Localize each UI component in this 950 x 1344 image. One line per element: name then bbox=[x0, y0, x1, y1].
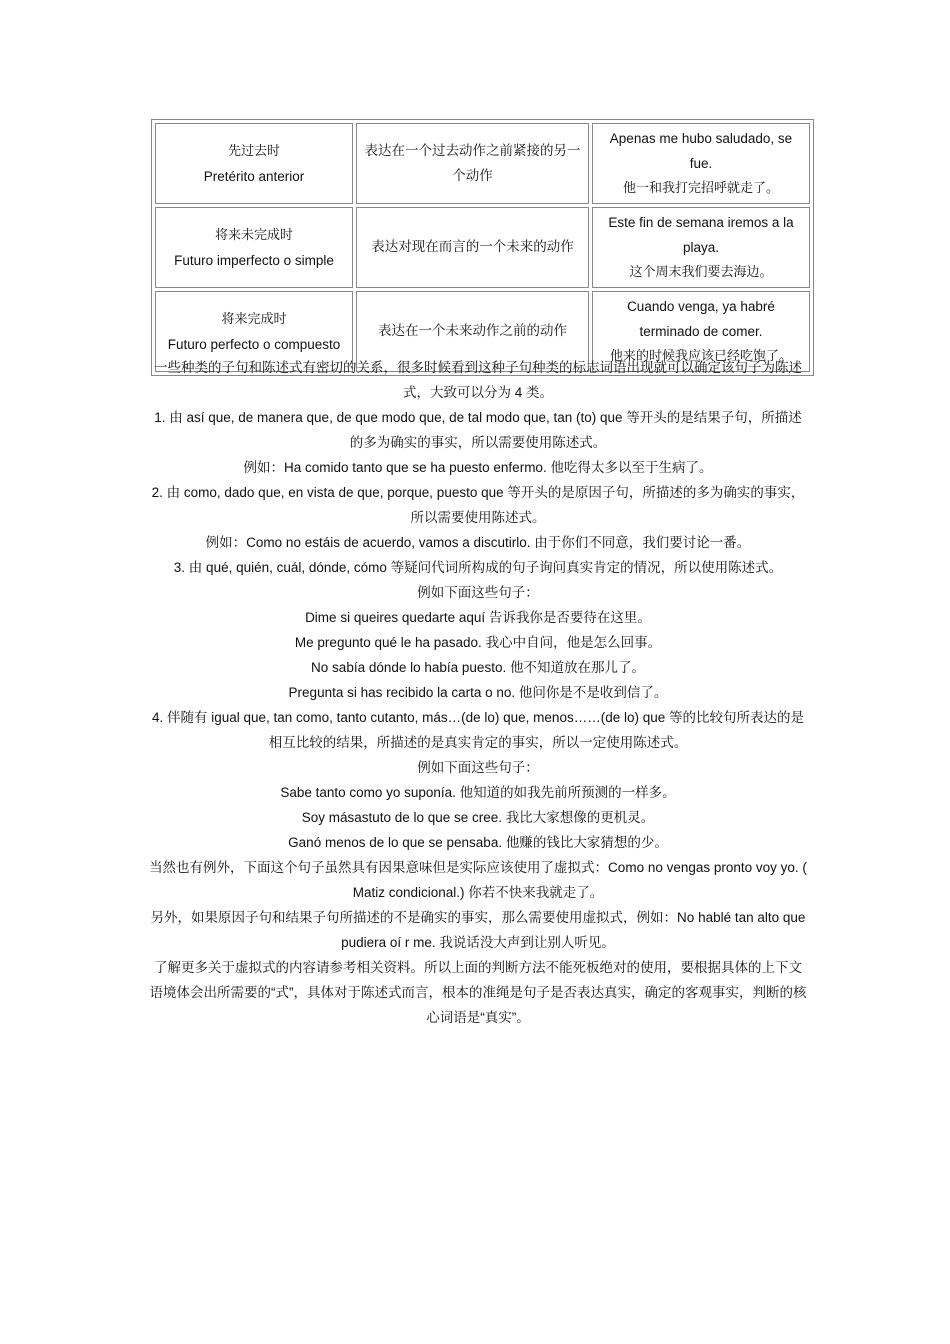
example-cn: 他一和我打完招呼就走了。 bbox=[622, 181, 779, 196]
tense-name-cell bbox=[155, 207, 353, 288]
tense-description: 表达在一个未来动作之前的动作 bbox=[356, 291, 589, 372]
rule-3-paragraph: 3. 由 qué, quién, cuál, dónde, cómo 等疑问代词所构成的句子询问真实肯定的情况，所以使用陈述式。 bbox=[173, 560, 783, 575]
tense-name-cn: 将来未完成时 bbox=[214, 227, 293, 243]
example-sentence: Ganó menos de lo que se pensaba. 他赚的钱比大家猜想的少。 bbox=[288, 835, 668, 850]
example-sentence: Soy másastuto de lo que se cree. 我比大家想像的更机灵。 bbox=[301, 810, 655, 825]
tense-name-cn: 先过去时 bbox=[227, 143, 280, 159]
example-cn: 他来的时候我应该已经吃饱了。 bbox=[609, 349, 792, 364]
tense-name-es: Pretérito anterior bbox=[203, 168, 305, 184]
example-sentence: Dime si queires quedarte aquí 告诉我你是否要待在这里。 bbox=[305, 610, 651, 625]
tense-name-cell bbox=[155, 123, 353, 204]
table-row bbox=[155, 123, 810, 204]
example-cn: 这个周末我们要去海边。 bbox=[629, 265, 773, 280]
example-es: Este fin de semana iremos a la playa. bbox=[608, 215, 794, 255]
rule-2-paragraph: 2. 由 como, dado que, en vista de que, porque, puesto que 等开头的是原因子句，所描述的多为确实的事实，所以需要使用陈述式。 bbox=[151, 485, 805, 525]
tense-example-cell bbox=[592, 207, 810, 288]
tense-name-es: Futuro imperfecto o simple bbox=[174, 252, 334, 268]
table-row bbox=[155, 207, 810, 288]
example-sentence: Me pregunto qué le ha pasado. 我心中自问，他是怎么回事。 bbox=[294, 635, 662, 650]
tense-table bbox=[151, 119, 814, 376]
rule-4-examples-heading: 例如下面这些句子： bbox=[417, 760, 539, 775]
subjunctive-note-paragraph: 另外，如果原因子句和结果子句所描述的不是确实的事实，那么需要使用虚拟式，例如：No hablé tan alto que pudiera oí r me. 我说话没大声到让别人听见。 bbox=[150, 910, 806, 950]
example-es: Cuando venga, ya habré terminado de comer. bbox=[627, 299, 775, 339]
rule-2-example: 例如：Como no estáis de acuerdo, vamos a discutirlo. 由于你们不同意，我们要讨论一番。 bbox=[205, 535, 751, 550]
example-sentence: Sabe tanto como yo suponía. 他知道的如我先前所预测的一样多。 bbox=[280, 785, 676, 800]
tense-description: 表达对现在而言的一个未来的动作 bbox=[356, 207, 589, 288]
rule-1-paragraph: 1. 由 así que, de manera que, de que modo que, de tal modo que, tan (to) que 等开头的是结果子句，所描述的多为确实的事实，所以需要使用陈述式。 bbox=[154, 410, 802, 450]
tense-description: 表达在一个过去动作之前紧接的另一个动作 bbox=[356, 123, 589, 204]
intro-paragraph: 一些种类的子句和陈述式有密切的关系，很多时候看到这种子句种类的标志词语出现就可以确定该句子为陈述式，大致可以分为 4 类。 bbox=[154, 360, 802, 400]
example-sentence: Pregunta si has recibido la carta o no. 他问你是不是收到信了。 bbox=[288, 685, 668, 700]
exception-paragraph: 当然也有例外，下面这个句子虽然具有因果意味但是实际应该使用了虚拟式：Como no vengas pronto voy yo. ( Matiz condicional.) 你若不快来我就走了。 bbox=[149, 860, 807, 900]
rule-4-paragraph: 4. 伴随有 igual que, tan como, tanto cutanto, más…(de lo) que, menos……(de lo) que 等的比较句所表达的是相互比较的结果，所描述的是真实肯定的事实，所以一定使用陈述式。 bbox=[151, 710, 804, 750]
rule-1-example: 例如：Ha comido tanto que se ha puesto enfermo. 他吃得太多以至于生病了。 bbox=[243, 460, 713, 475]
tense-table-container bbox=[151, 119, 801, 376]
tense-name-es: Futuro perfecto o compuesto bbox=[167, 336, 341, 352]
example-sentence: No sabía dónde lo había puesto. 他不知道放在那儿了。 bbox=[311, 660, 645, 675]
tense-name-cn: 将来完成时 bbox=[221, 311, 287, 327]
rule-3-examples-heading: 例如下面这些句子： bbox=[417, 585, 539, 600]
body-text bbox=[148, 355, 808, 1030]
conclusion-paragraph: 了解更多关于虚拟式的内容请参考相关资料。所以上面的判断方法不能死板绝对的使用，要根据具体的上下文语境体会出所需要的“式”，具体对于陈述式而言，根本的准绳是句子是否表达真实，确定的客观事实，判断的核心词语是“真实”。 bbox=[149, 960, 807, 1025]
tense-example-cell bbox=[592, 123, 810, 204]
example-es: Apenas me hubo saludado, se fue. bbox=[609, 131, 793, 171]
